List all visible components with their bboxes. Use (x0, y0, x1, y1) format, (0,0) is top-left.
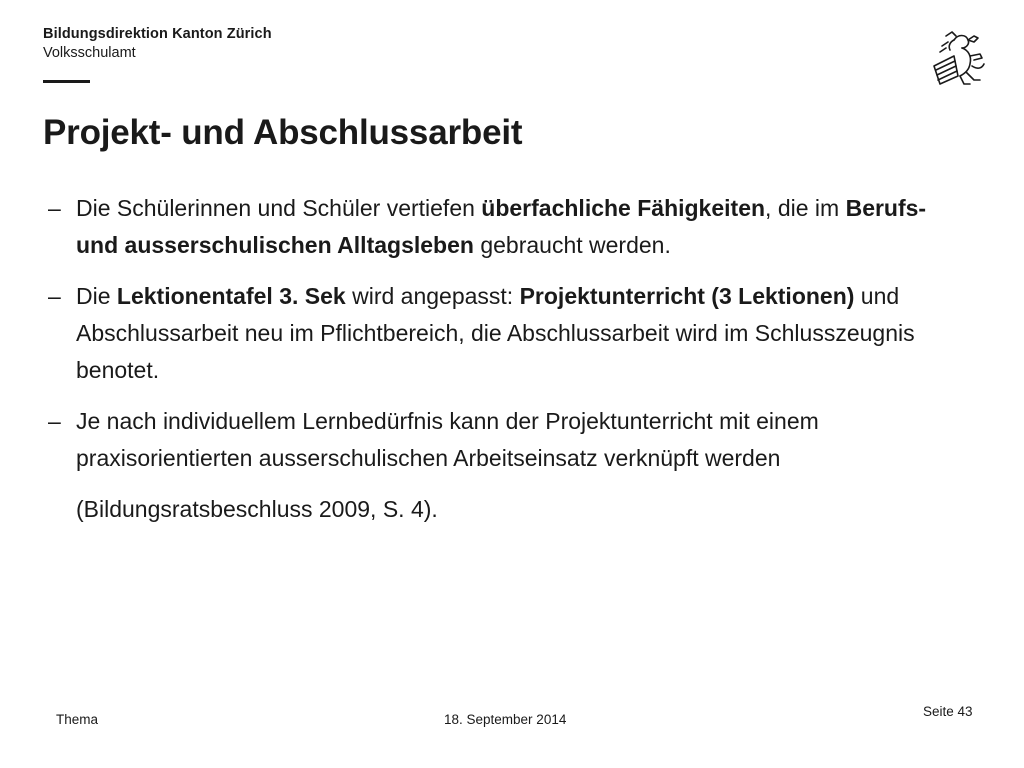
bullet-text: Je nach individuellem Lernbedürfnis kann der Projektunterricht mit einem praxisorientierten ausserschulischen Arbeitseinsatz verknüpft werden (76, 408, 819, 471)
bullet-item (43, 190, 973, 264)
footer-date: 18. September 2014 (444, 712, 567, 727)
bullet-emphasis: Lektionentafel 3. Sek (116, 283, 346, 309)
page-number: Seite 43 (923, 704, 973, 719)
citation (43, 491, 973, 528)
organization-name: Bildungsdirektion Kanton Zürich (43, 26, 272, 42)
slide-title: Projekt- und Abschlussarbeit (43, 113, 523, 152)
bullet-item (43, 278, 973, 389)
bullet-text: wird angepasst: (345, 283, 520, 309)
bullet-text: Die (76, 283, 117, 309)
bullet-emphasis: Projektunterricht (3 Lektionen) (519, 283, 855, 309)
bullet-text: Die Schülerinnen und Schüler vertiefen (76, 195, 482, 221)
department-name: Volksschulamt (43, 45, 136, 61)
bullet-text: , die im (765, 195, 846, 221)
bullet-emphasis: Berufs- und ausserschulischen Alltagsleben (76, 195, 927, 258)
bullet-text: und Abschlussarbeit neu im Pflichtbereich, die Abschlussarbeit wird im Schlusszeugnis benotet. (76, 283, 915, 383)
citation-text: (Bildungsratsbeschluss 2009, S. 4). (76, 496, 438, 522)
bullet-item (43, 403, 973, 477)
bullet-marker: – (48, 283, 61, 309)
bullet-marker: – (48, 195, 61, 221)
bullet-emphasis: überfachliche Fähigkeiten (481, 195, 766, 221)
footer-topic: Thema (56, 712, 99, 727)
bullet-marker: – (48, 408, 61, 434)
zurich-lion-shield-icon (924, 26, 988, 90)
bullet-list (43, 190, 973, 542)
header-divider (43, 80, 90, 83)
bullet-text: gebraucht werden. (473, 232, 671, 258)
